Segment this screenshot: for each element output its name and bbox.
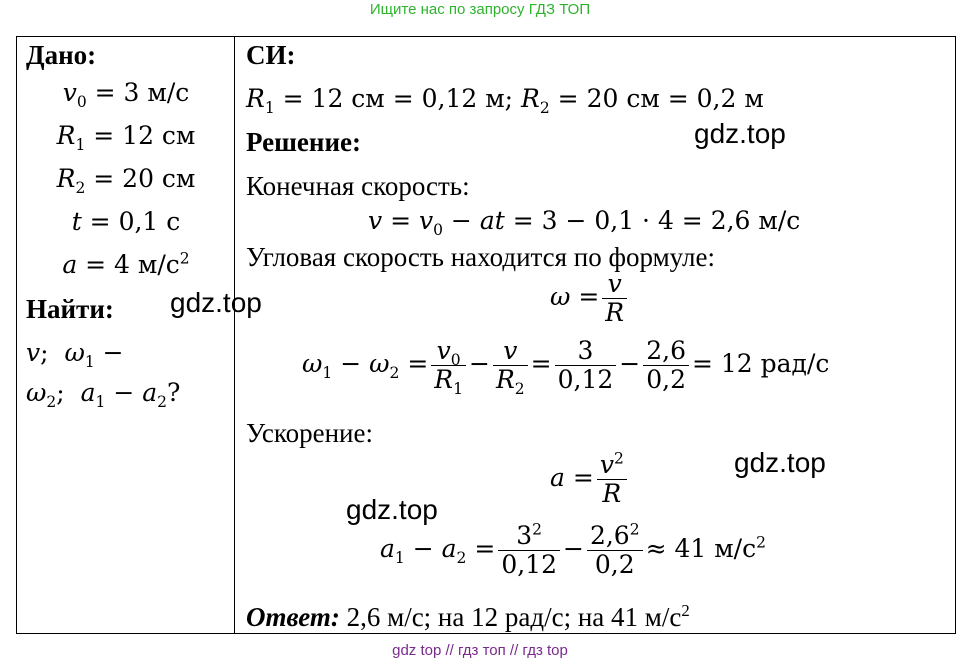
angular-speed-label: Угловая скорость находится по формуле: [246,242,715,272]
watermark: gdz.top [734,447,826,478]
watermark: gdz.top [694,118,786,149]
si-heading: СИ: [246,40,296,70]
acceleration-formula: a = $\frac{v^2}{R}$ [550,451,630,508]
answer-label: Ответ: [246,602,340,632]
si-conversions: $R_1 = 12$ см = 0,12 м; $R_2 = 20$ см = 0,2 м [246,84,764,117]
given-v0: $v_0 = 3$ м/с [62,78,190,111]
acceleration-difference-equation: $a_1 - a_2$ = $\frac{3^2}{0,12}$ − $\frac{2,6^2}{0,2}$ ≈ 41 $м/с^2$ [380,520,766,579]
given-a: a = 4 $м/с^2$ [62,249,190,279]
final-speed-equation: $v = v_0$ − at = 3 − 0,1 · 4 = 2,6 м/с [368,206,801,239]
find-heading: Найти: [26,294,114,324]
final-speed-label: Конечная скорость: [246,171,470,201]
given-heading: Дано: [26,40,97,70]
find-line-1: v; $\omega_1$ − [26,338,124,371]
solution-heading: Решение: [246,127,361,157]
acceleration-label: Ускорение: [246,418,373,448]
column-divider [234,36,235,634]
answer-sup: 2 [681,601,690,620]
given-t: t = 0,1 с [71,207,181,236]
answer-text: 2,6 м/с; на 12 рад/с; на 41 м/с [346,602,682,632]
answer-line [246,602,690,633]
watermark: gdz.top [346,494,438,525]
top-banner: Ищите нас по запросу ГДЗ ТОП [369,1,591,18]
bottom-banner: gdz top // гдз топ // гдз top [392,642,568,659]
given-r1: $R_1 = 12$ см [56,121,196,154]
find-line-2: $\omega_2$; $a_1 - a_2$? [26,378,181,411]
given-r2: $R_2 = 20$ см [56,164,196,197]
angular-speed-formula: ω = $\frac{v}{R}$ [550,270,630,327]
angular-difference-equation: $\omega_1 - \omega_2$ = $\frac{v_0}{R_1}$ − $\frac{v}{R_2}$ = $\frac{3}{0,12}$ − $\frac{2,6}{0,2}$ = 12 рад/с [302,336,830,398]
watermark: gdz.top [170,287,262,318]
